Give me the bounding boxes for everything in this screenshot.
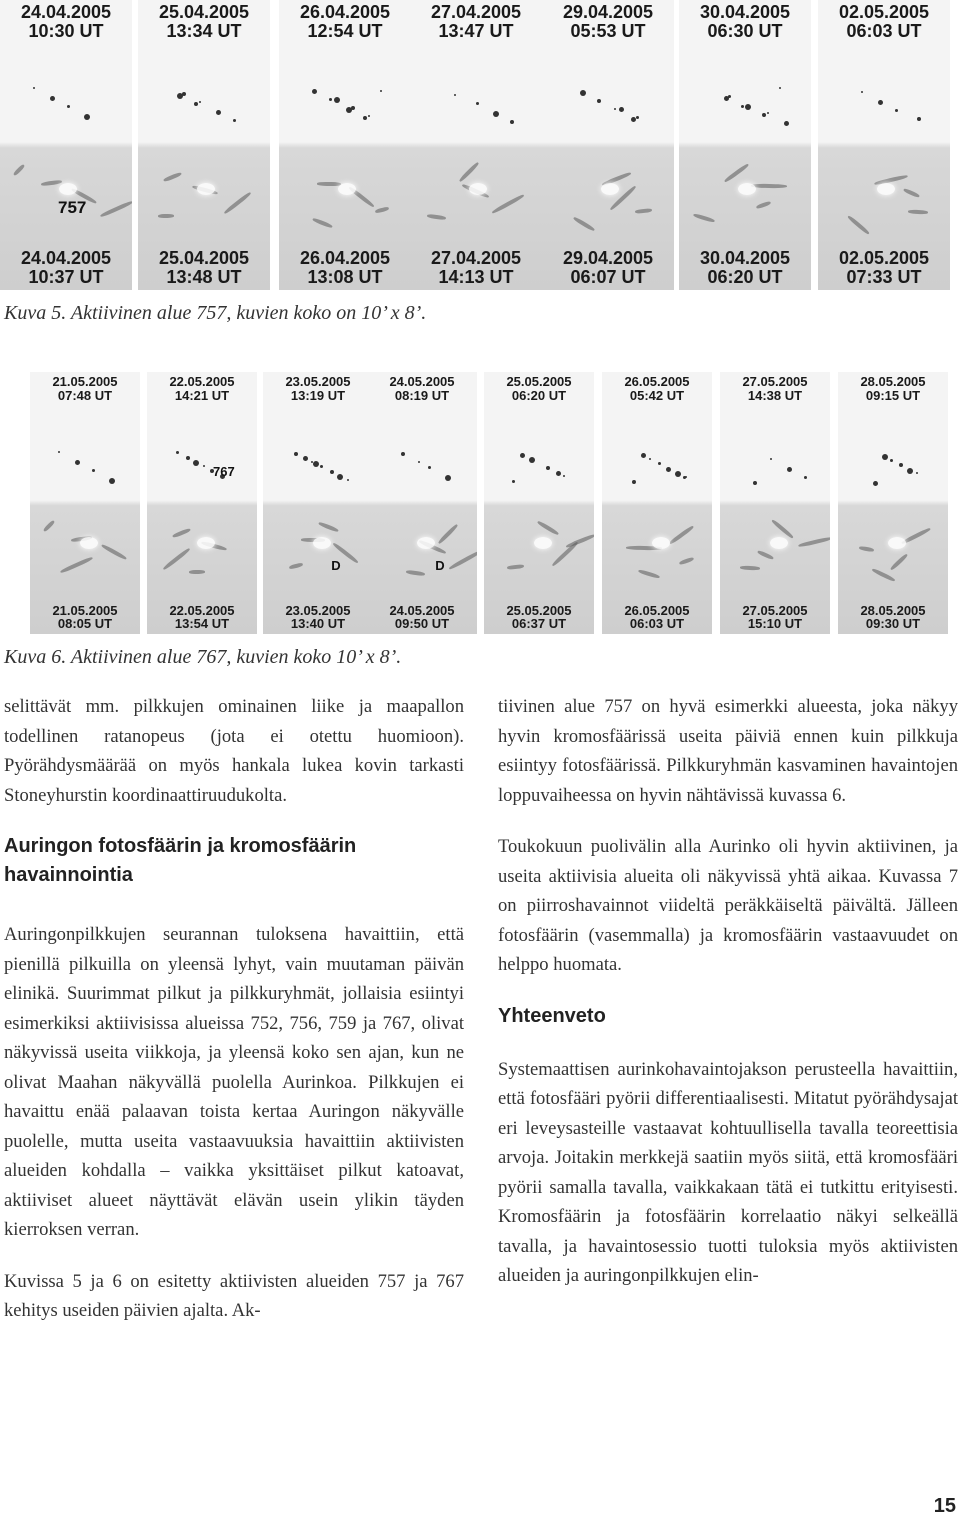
figure-panel <box>138 0 270 290</box>
panel-top-timestamp <box>720 375 830 402</box>
filament-mark <box>757 549 774 560</box>
filament-mark <box>491 194 524 215</box>
filament-mark <box>406 570 425 577</box>
filament-mark <box>890 553 909 571</box>
timestamp-date: 27.05.2005 <box>742 602 808 618</box>
timestamp-time: 07:48 UT <box>57 387 113 403</box>
figure-panel <box>484 372 594 634</box>
filament-mark <box>847 215 870 235</box>
panel-top-timestamp <box>367 375 477 402</box>
right-column <box>498 692 958 1313</box>
filament-mark <box>43 520 56 533</box>
timestamp-date: 27.04.2005 <box>430 2 522 22</box>
timestamp-time: 13:48 UT <box>166 267 242 288</box>
sunspot-mark <box>658 462 661 465</box>
panel-top-timestamp <box>818 3 950 41</box>
filament-mark <box>573 216 596 232</box>
sunspot-mark <box>428 466 431 469</box>
panel-top-timestamp <box>279 3 411 41</box>
timestamp-time: 10:30 UT <box>28 20 104 41</box>
figure-5 <box>0 0 960 290</box>
sunspot-mark <box>728 95 731 98</box>
sunspot-mark <box>177 93 183 99</box>
figure-panel <box>602 372 712 634</box>
plage-mark <box>338 183 356 195</box>
timestamp-date: 27.04.2005 <box>430 248 522 269</box>
timestamp-time: 08:05 UT <box>57 616 113 632</box>
timestamp-time: 14:21 UT <box>174 387 230 403</box>
sunspot-mark <box>675 471 681 477</box>
panel-top-timestamp <box>147 375 257 402</box>
sunspot-mark <box>895 109 898 112</box>
figure-panel <box>838 372 948 634</box>
filament-mark <box>427 214 446 221</box>
timestamp-time: 07:33 UT <box>846 267 922 288</box>
figure-5-caption: Kuva 5. Aktiivinen alue 757, kuvien koko on 10’ x 8’. <box>4 302 427 324</box>
sunspot-mark <box>186 456 190 460</box>
timestamp-time: 12:54 UT <box>307 20 383 41</box>
timestamp-date: 21.05.2005 <box>52 602 118 618</box>
sunspot-mark <box>294 452 298 456</box>
sunspot-mark <box>631 117 636 122</box>
filament-mark <box>437 523 458 544</box>
figure-panel <box>279 0 411 290</box>
timestamp-time: 13:08 UT <box>307 267 383 288</box>
filament-mark <box>740 565 760 570</box>
sunspot-mark <box>546 466 550 470</box>
timestamp-time: 13:54 UT <box>174 616 230 632</box>
panel-top-timestamp <box>410 3 542 41</box>
panel-bottom-timestamp <box>279 249 411 287</box>
sunspot-mark <box>882 454 888 460</box>
filament-mark <box>60 556 94 574</box>
timestamp-date: 29.04.2005 <box>562 2 654 22</box>
timestamp-date: 21.05.2005 <box>52 374 118 389</box>
filament-mark <box>100 200 132 218</box>
panel-bottom-timestamp <box>679 249 811 287</box>
timestamp-time: 13:34 UT <box>166 20 242 41</box>
panel-top-timestamp <box>484 375 594 402</box>
sunspot-mark <box>454 94 456 96</box>
sunspot-mark <box>520 453 525 458</box>
sunspot-mark <box>493 111 499 117</box>
panel-bottom-timestamp <box>0 249 132 287</box>
sunspot-mark <box>666 467 671 472</box>
sunspot-mark <box>787 467 792 472</box>
sunspot-mark <box>92 469 95 472</box>
filament-mark <box>318 521 339 533</box>
panel-bottom-timestamp <box>410 249 542 287</box>
panel-bottom-timestamp <box>720 604 830 631</box>
panel-top-timestamp <box>602 375 712 402</box>
timestamp-time: 08:19 UT <box>394 387 450 403</box>
timestamp-time: 06:37 UT <box>511 616 567 632</box>
plage-mark <box>601 183 619 195</box>
sunspot-mark <box>899 463 903 467</box>
sunspot-mark <box>529 457 535 463</box>
plage-mark <box>80 537 98 549</box>
timestamp-time: 14:13 UT <box>438 267 514 288</box>
sunspot-mark <box>418 461 420 463</box>
sunspot-mark <box>311 461 313 463</box>
filament-mark <box>507 564 524 570</box>
panel-top-timestamp <box>138 3 270 41</box>
panel-bottom-timestamp <box>602 604 712 631</box>
filament-mark <box>158 214 174 218</box>
sunspot-mark <box>907 468 913 474</box>
sunspot-mark <box>334 97 340 103</box>
sunspot-mark <box>745 104 751 110</box>
paragraph: Toukokuun puolivälin alla Aurinko oli hyvin aktiivinen, ja useita aktiivisia alueita oli näkyvissä yhtä aikaa. Kuvassa 7 on piirroshavainnot viideltä peräkkäiseltä päivältä. Jälleen fotosfäärin (vasemmalla) ja kromosfäärin vastaavuudet on helppo huomata. <box>498 836 958 975</box>
timestamp-date: 22.05.2005 <box>169 602 235 618</box>
sunspot-mark <box>303 456 308 461</box>
panel-top-timestamp <box>0 3 132 41</box>
sunspot-mark <box>67 105 70 108</box>
sunspot-mark <box>233 119 236 122</box>
sunspot-mark <box>401 452 405 456</box>
paragraph: Auringonpilkkujen seurannan tuloksena havaittiin, että pienillä pilkuilla on yleensä lyhyt, vain muutaman päivän elinikä. Suurimmat pilkut ja pilkkuryhmät, jollaisia esiintyi esimerkiksi aktiivisissa alueissa 752, 756, 759 ja 767, olivat näkyvissä useita viikkoja, ja yleensä koko sen ajan, kun ne olivat Maahan näkyvällä puolella Aurinkoa. Pilkkujen ei havaittu enää palaavan toista kertaa Auringon näkyvälle puolelle, mutta useita vastaavuuksia havaittiin aktiivisten alueiden kohdalla – vaikka yksittäiset pilkut katoavat, aktiiviset alueet näyttävät elävän usein ylikin täyden kierroksen verran. <box>4 924 464 1240</box>
figure-panel <box>720 372 830 634</box>
sunspot-mark <box>619 107 624 112</box>
region-label: D <box>331 558 341 573</box>
plage-mark <box>59 183 77 195</box>
filament-mark <box>751 184 787 189</box>
paragraph: Systemaattisen aurinkohavaintojakson perusteella havaittiin, että fotosfääri pyörii differentiaalisesti. Mitatut pyörähdysajat eri leveysasteille vastaavat kohtuullisella tavalla teoreettisia arvoja. Joitakin merkkejä saatiin myös siitä, että kromosfääri pyörii samalla tavalla, vaikkakaan tätä ei tutkittu erityisesti. Kromosfäärin ja fotosfäärin korrelaatio näkyi selkeällä tavalla, ja havaintosessio tuotti tuloksia myös aktiivisten alueiden ja auringonpilkkujen elin- <box>498 1058 958 1286</box>
sunspot-mark <box>510 120 514 124</box>
filament-mark <box>679 557 694 566</box>
timestamp-date: 24.04.2005 <box>20 2 112 22</box>
paragraph: selittävät mm. pilkkujen ominainen liike ja maapallon todellinen ratanopeus (jota ei otettu huomioon). Pyörähdysmäärää on myös hankala lukea kovin tarkasti Stoneyhurstin koordinaattiruudukolta. <box>4 696 464 806</box>
sunspot-mark <box>33 87 35 89</box>
timestamp-date: 23.05.2005 <box>285 602 351 618</box>
plage-mark <box>888 537 906 549</box>
sunspot-mark <box>563 475 565 477</box>
timestamp-time: 06:20 UT <box>707 267 783 288</box>
section-heading: Yhteenveto <box>498 1004 606 1027</box>
sunspot-mark <box>762 113 766 117</box>
timestamp-time: 05:42 UT <box>629 387 685 403</box>
sunspot-mark <box>320 465 323 468</box>
sunspot-mark <box>203 465 205 467</box>
plage-mark <box>197 537 215 549</box>
figure-panel <box>410 0 542 290</box>
timestamp-date: 02.05.2005 <box>838 248 930 269</box>
sunspot-mark <box>641 453 646 458</box>
timestamp-date: 22.05.2005 <box>169 374 235 389</box>
filament-mark <box>537 520 560 536</box>
paragraph: Kuvissa 5 ja 6 on esitetty aktiivisten alueiden 757 ja 767 kehitys useiden päivien ajalta. Ak- <box>4 1270 464 1321</box>
sunspot-mark <box>632 480 636 484</box>
timestamp-date: 24.05.2005 <box>389 602 455 618</box>
timestamp-date: 30.04.2005 <box>699 248 791 269</box>
panel-top-timestamp <box>679 3 811 41</box>
timestamp-date: 30.04.2005 <box>699 2 791 22</box>
timestamp-time: 13:47 UT <box>438 20 514 41</box>
paragraph: tiivinen alue 757 on hyvä esimerkki alueesta, joka näkyy hyvin kromosfäärissä useita päiviä ennen kuin pilkkuja esiintyy fotosfäärissä. Pilkkuryhmän kasvaminen havaintojen loppuvaiheessa on hyvin nähtävissä kuvassa 6. <box>498 696 958 806</box>
filament-mark <box>172 528 191 539</box>
sunspot-mark <box>636 116 639 119</box>
plage-mark <box>197 183 215 195</box>
timestamp-date: 24.05.2005 <box>389 374 455 389</box>
sunspot-mark <box>50 96 55 101</box>
sunspot-mark <box>75 460 80 465</box>
figure-panel <box>147 372 257 634</box>
sunspot-mark <box>216 110 221 115</box>
sunspot-mark <box>109 478 115 484</box>
sunspot-mark <box>770 458 772 460</box>
timestamp-time: 06:03 UT <box>629 616 685 632</box>
timestamp-time: 13:19 UT <box>290 387 346 403</box>
panel-bottom-timestamp <box>263 604 373 631</box>
figure-panel <box>367 372 477 634</box>
sunspot-mark <box>890 459 893 462</box>
timestamp-date: 27.05.2005 <box>742 374 808 389</box>
region-label: 757 <box>58 198 87 217</box>
sunspot-mark <box>556 471 561 476</box>
timestamp-date: 28.05.2005 <box>860 602 926 618</box>
timestamp-time: 10:37 UT <box>28 267 104 288</box>
timestamp-date: 25.05.2005 <box>506 374 572 389</box>
sunspot-mark <box>597 99 601 103</box>
sunspot-mark <box>476 102 479 105</box>
filament-mark <box>635 208 652 214</box>
figure-panel <box>0 0 132 290</box>
left-column <box>4 692 464 1348</box>
sunspot-mark <box>346 107 352 113</box>
sunspot-mark <box>683 476 686 479</box>
filament-mark <box>448 549 477 570</box>
timestamp-date: 02.05.2005 <box>838 2 930 22</box>
timestamp-time: 06:03 UT <box>846 20 922 41</box>
panel-bottom-timestamp <box>138 249 270 287</box>
sunspot-mark <box>804 476 807 479</box>
timestamp-date: 25.04.2005 <box>158 248 250 269</box>
timestamp-time: 09:50 UT <box>394 616 450 632</box>
sunspot-mark <box>649 458 651 460</box>
figure-panel <box>679 0 811 290</box>
figure-panel <box>818 0 950 290</box>
sunspot-mark <box>767 112 769 114</box>
sunspot-mark <box>313 461 319 467</box>
sunspot-mark <box>916 472 918 474</box>
plage-mark <box>417 537 435 549</box>
filament-mark <box>223 191 251 214</box>
sunspot-mark <box>512 480 515 483</box>
filament-mark <box>163 172 182 183</box>
filament-mark <box>693 213 715 223</box>
sunspot-mark <box>347 479 349 481</box>
sunspot-mark <box>380 90 382 92</box>
plage-mark <box>770 537 788 549</box>
panel-bottom-timestamp <box>147 604 257 631</box>
timestamp-date: 25.05.2005 <box>506 602 572 618</box>
timestamp-date: 26.04.2005 <box>299 2 391 22</box>
figure-panel <box>263 372 373 634</box>
sunspot-mark <box>330 470 334 474</box>
timestamp-date: 26.05.2005 <box>624 374 690 389</box>
sunspot-mark <box>363 116 367 120</box>
filament-mark <box>375 206 390 213</box>
panel-top-timestamp <box>542 3 674 41</box>
filament-mark <box>756 201 771 210</box>
plage-mark <box>469 183 487 195</box>
timestamp-time: 06:30 UT <box>707 20 783 41</box>
filament-mark <box>638 569 660 579</box>
panel-bottom-timestamp <box>818 249 950 287</box>
sunspot-mark <box>873 481 878 486</box>
panel-bottom-timestamp <box>30 604 140 631</box>
sunspot-mark <box>84 114 90 120</box>
sunspot-mark <box>917 117 921 121</box>
plage-mark <box>877 183 895 195</box>
sunspot-mark <box>779 87 781 89</box>
filament-mark <box>859 545 874 552</box>
figure-6-caption: Kuva 6. Aktiivinen alue 767, kuvien koko 10’ x 8’. <box>4 646 402 668</box>
panel-bottom-timestamp <box>484 604 594 631</box>
sunspot-mark <box>199 101 201 103</box>
filament-mark <box>101 543 127 560</box>
timestamp-time: 09:15 UT <box>865 387 921 403</box>
timestamp-time: 13:40 UT <box>290 616 346 632</box>
timestamp-time: 15:10 UT <box>747 616 803 632</box>
sunspot-mark <box>445 475 451 481</box>
timestamp-time: 09:30 UT <box>865 616 921 632</box>
timestamp-time: 06:20 UT <box>511 387 567 403</box>
panel-top-timestamp <box>838 375 948 402</box>
filament-mark <box>317 182 341 186</box>
timestamp-time: 06:07 UT <box>570 267 646 288</box>
filament-mark <box>289 562 304 569</box>
timestamp-date: 26.05.2005 <box>624 602 690 618</box>
panel-top-timestamp <box>30 375 140 402</box>
sunspot-mark <box>58 451 60 453</box>
region-label: D <box>435 558 445 573</box>
sunspot-mark <box>724 96 729 101</box>
sunspot-mark <box>194 102 198 106</box>
sunspot-mark <box>337 474 343 480</box>
timestamp-date: 25.04.2005 <box>158 2 250 22</box>
figure-6 <box>0 372 960 634</box>
sunspot-mark <box>753 481 757 485</box>
plage-mark <box>652 537 670 549</box>
sunspot-mark <box>312 89 317 94</box>
filament-mark <box>312 217 333 229</box>
timestamp-date: 29.04.2005 <box>562 248 654 269</box>
filament-mark <box>724 163 750 183</box>
figure-panel <box>542 0 674 290</box>
sunspot-mark <box>878 100 883 105</box>
filament-mark <box>189 570 205 574</box>
sunspot-mark <box>193 460 199 466</box>
filament-mark <box>565 533 594 548</box>
filament-mark <box>771 518 794 538</box>
filament-mark <box>458 162 479 183</box>
timestamp-date: 26.04.2005 <box>299 248 391 269</box>
timestamp-time: 14:38 UT <box>747 387 803 403</box>
sunspot-mark <box>176 451 179 454</box>
section-heading: Auringon fotosfäärin ja kromosfäärin havainnointia <box>4 835 357 886</box>
plage-mark <box>738 183 756 195</box>
panel-top-timestamp <box>263 375 373 402</box>
filament-mark <box>798 536 830 548</box>
timestamp-date: 23.05.2005 <box>285 374 351 389</box>
panel-bottom-timestamp <box>367 604 477 631</box>
sunspot-mark <box>741 105 744 108</box>
filament-mark <box>162 547 190 570</box>
filament-mark <box>13 164 26 177</box>
sunspot-mark <box>329 98 332 101</box>
filament-mark <box>903 188 920 199</box>
filament-mark <box>669 524 695 544</box>
timestamp-date: 28.05.2005 <box>860 374 926 389</box>
sunspot-mark <box>784 121 789 126</box>
timestamp-time: 05:53 UT <box>570 20 646 41</box>
page-number: 15 <box>933 1495 956 1517</box>
sunspot-mark <box>614 108 616 110</box>
panel-bottom-timestamp <box>542 249 674 287</box>
plage-mark <box>534 537 552 549</box>
sunspot-mark <box>580 90 586 96</box>
sunspot-mark <box>861 91 863 93</box>
timestamp-date: 24.04.2005 <box>20 248 112 269</box>
sunspot-mark <box>368 115 370 117</box>
figure-panel <box>30 372 140 634</box>
panel-bottom-timestamp <box>838 604 948 631</box>
filament-mark <box>908 210 928 215</box>
region-label: 767 <box>213 464 235 479</box>
plage-mark <box>313 537 331 549</box>
